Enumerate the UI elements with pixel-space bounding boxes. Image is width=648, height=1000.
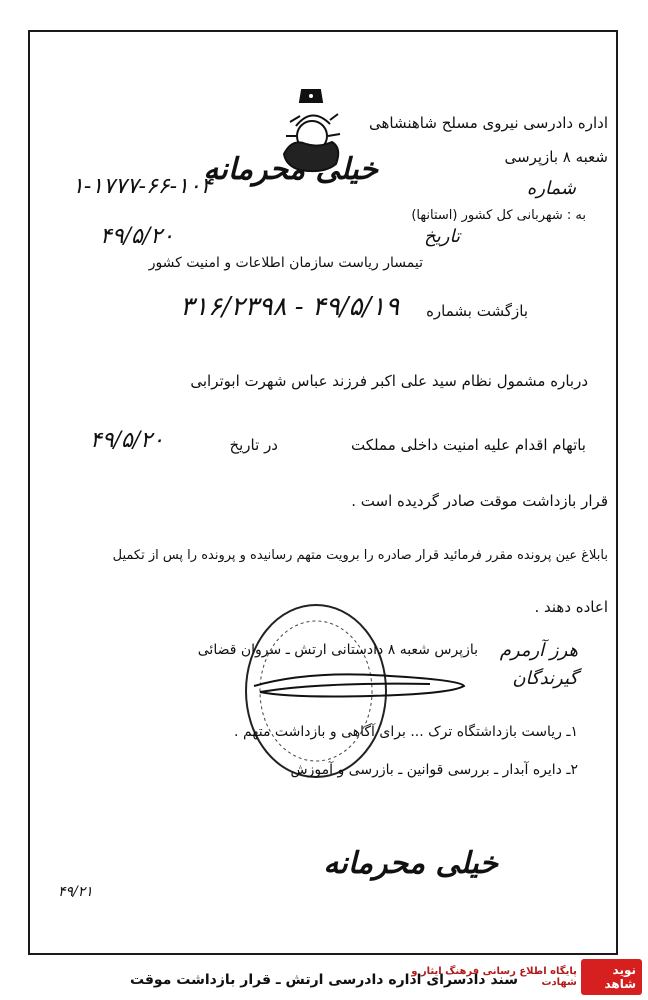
org-line: اداره دادرسی نیروی مسلح شاهنشاهی: [369, 114, 608, 132]
image-caption: سند دادسرای اداره دادرسی ارتش ـ قرار بازداشت موقت: [129, 972, 519, 988]
site-logo: [407, 960, 642, 994]
to-line: به : شهربانی کل کشور (استانها): [411, 208, 586, 223]
top-secret-heading: خیلی محرمانه: [203, 152, 378, 187]
subject-line: درباره مشمول نظام سید علی اکبر فرزند عباس شهرت ابوترابی: [190, 372, 588, 390]
charge-line: باتهام اقدام علیه امنیت داخلی مملکت: [351, 436, 586, 454]
charge-date-value: ۴۹/۵/۲۰: [90, 428, 164, 453]
instruction-line-2: اعاده دهند .: [534, 598, 608, 616]
number-label: شماره: [526, 178, 576, 199]
branch-line: شعبه ۸ بازپرسی: [504, 148, 608, 166]
reference-label: بازگشت بشماره: [426, 302, 528, 320]
charge-date-label: در تاریخ: [229, 436, 278, 454]
instruction-line-1: بابلاغ عین پرونده مقرر فرمائید قرار صادره را برویت متهم رسانیده و پرونده را پس از تکمیل: [112, 548, 608, 563]
number-value: ۱-۱۷۷۷-۶۶-۱۰۴: [72, 174, 213, 199]
order-line: قرار بازداشت موقت صادر گردیده است .: [351, 492, 608, 510]
signature-scribble-icon: [250, 664, 470, 704]
date-value: ۴۹/۵/۲۰: [100, 224, 174, 249]
page-code: ۴۹/۲۱: [58, 884, 93, 900]
reference-value: ۳۱۶/۲۳۹۸ - ۴۹/۵/۱۹: [180, 292, 400, 322]
signer-line: بازپرس شعبه ۸ دادستانی ارتش ـ سروان قضائی: [197, 642, 478, 658]
signer-name: هرز آرمرم: [499, 640, 578, 661]
bottom-top-secret: خیلی محرمانه: [323, 846, 498, 881]
recipient-2: ۲ـ دایره آبدار ـ بررسی قوانین ـ بازرسی و آموزش: [290, 762, 578, 778]
logo-text: پایگاه اطلاع رسانی فرهنگ ایثار و شهادت: [411, 966, 577, 988]
recipient-line: تیمسار ریاست سازمان اطلاعات و امنیت کشور: [148, 255, 423, 271]
logo-mark-icon: نوید شاهد: [581, 959, 642, 995]
recipient-1: ۱ـ ریاست بازداشتگاه ترک ... برای آگاهی و بازداشت متهم .: [234, 724, 578, 740]
recipients-title: گیرندگان: [512, 668, 578, 689]
date-label: تاریخ: [424, 226, 460, 247]
